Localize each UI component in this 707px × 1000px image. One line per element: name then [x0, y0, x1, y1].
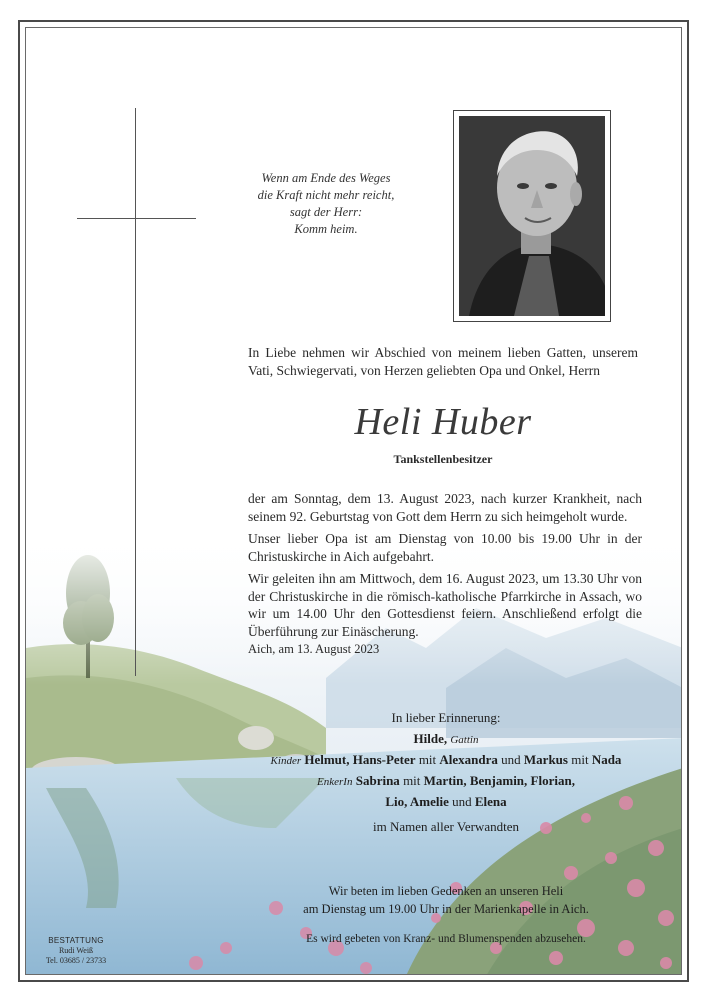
portrait-frame	[453, 110, 611, 322]
deceased-name: Heli Huber	[354, 401, 532, 443]
cross-horizontal-bar	[77, 218, 196, 219]
grandchildren-names-2: Martin, Benjamin, Florian,	[423, 773, 575, 788]
viewing-paragraph: Unser lieber Opa ist am Dienstag von 10.00 bis 19.00 Uhr in der Christuskirche in Aich aufgebahrt.	[248, 531, 642, 564]
grandchildren-names-3: Lio, Amelie	[385, 794, 449, 809]
undertaker-name: Rudi Weiß	[58, 946, 94, 955]
children-names-3: Markus	[523, 752, 568, 767]
cross-vertical-bar	[135, 108, 136, 676]
closing-line: am Dienstag um 19.00 Uhr in der Marienkapelle in Aich.	[303, 902, 589, 916]
undertaker-phone: Tel. 03685 / 23733	[45, 956, 107, 965]
mourner-children-line	[256, 750, 636, 771]
connector: und	[452, 794, 472, 809]
closing-line: Wir beten im lieben Gedenken an unseren Heli	[328, 884, 564, 898]
mourners-heading: In lieber Erinnerung:	[391, 710, 501, 725]
connector: und	[501, 752, 521, 767]
closing-block	[256, 882, 636, 948]
mourner-grandchildren-line-2	[256, 792, 636, 811]
portrait-photo	[459, 116, 605, 316]
poem	[256, 170, 396, 238]
grandchildren-relation: EnkerIn	[317, 776, 353, 788]
poem-line: Wenn am Ende des Weges	[261, 171, 391, 185]
deceased-occupation: Tankstellenbesitzer	[393, 452, 493, 466]
children-names-4: Nada	[591, 752, 622, 767]
donation-note: Es wird gebeten von Kranz- und Blumenspenden abzusehen.	[306, 933, 586, 945]
children-names-1: Helmut, Hans-Peter	[304, 752, 416, 767]
mourners-list	[256, 708, 636, 836]
mourner-grandchildren-line	[256, 771, 636, 792]
death-paragraph: der am Sonntag, dem 13. August 2023, nach kurzer Krankheit, nach seinem 92. Geburtstag von Gott dem Herrn zu sich heimgeholt wurde.	[248, 491, 642, 524]
poem-line: die Kraft nicht mehr reicht,	[257, 188, 395, 202]
portrait-image	[459, 116, 605, 316]
funeral-paragraph: Wir geleiten ihn am Mittwoch, dem 16. August 2023, um 13.30 Uhr von der Christuskirche in die römisch-katholische Pfarrkirche in Assach, wo wir um 14.00 Uhr den Gottesdienst feiern. Anschließend erfolgt die Überführung zur Einäscherung.	[248, 571, 642, 639]
poem-line: Komm heim.	[294, 222, 358, 236]
relatives-line: im Namen aller Verwandten	[373, 819, 519, 834]
place-date: Aich, am 13. August 2023	[248, 642, 380, 656]
wife-name: Hilde,	[413, 731, 448, 746]
undertaker-label: BESTATTUNG	[48, 936, 104, 945]
children-names-2: Alexandra	[439, 752, 498, 767]
wife-relation: Gattin	[450, 734, 479, 746]
intro-text: In Liebe nehmen wir Abschied von meinem lieben Gatten, unserem Vati, Schwiegervati, von Herzen geliebten Opa und Onkel, Herrn	[248, 345, 638, 378]
mourner-wife-line	[256, 729, 636, 750]
grandchildren-names-4: Elena	[474, 794, 507, 809]
connector: mit	[418, 752, 437, 767]
children-relation: Kinder	[270, 755, 302, 767]
notice-sheet	[25, 27, 682, 975]
undertaker-imprint	[41, 936, 111, 966]
connector: mit	[571, 752, 589, 767]
grandchildren-names-1: Sabrina	[355, 773, 400, 788]
poem-line: sagt der Herr:	[289, 205, 363, 219]
connector: mit	[403, 773, 421, 788]
